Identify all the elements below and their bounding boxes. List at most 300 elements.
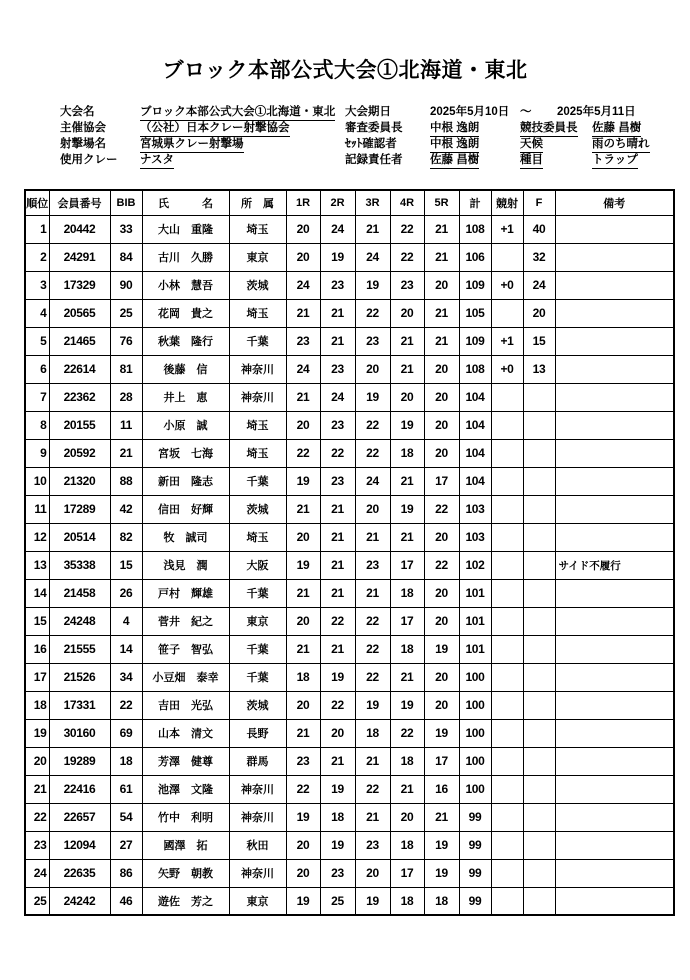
cell-affiliation: 神奈川 [229,859,286,887]
cell-affiliation: 東京 [229,243,286,271]
cell-r1: 23 [286,747,320,775]
cell-note [555,831,674,859]
cell-rank: 9 [25,439,49,467]
cell-r5: 20 [424,691,459,719]
cell-member-no: 21526 [49,663,110,691]
cell-r5: 16 [424,775,459,803]
cell-r1: 24 [286,355,320,383]
cell-total: 103 [459,523,491,551]
cell-bib: 14 [110,635,142,663]
cell-name: 遊佐 芳之 [142,887,229,915]
cell-total: 100 [459,775,491,803]
cell-r2: 22 [320,439,355,467]
cell-r4: 20 [390,383,424,411]
cell-bib: 90 [110,271,142,299]
cell-r1: 20 [286,607,320,635]
cell-r3: 22 [355,663,390,691]
cell-r4: 21 [390,663,424,691]
cell-total: 99 [459,859,491,887]
cell-rank: 21 [25,775,49,803]
cell-name: 新田 隆志 [142,467,229,495]
cell-member-no: 20155 [49,411,110,439]
cell-note [555,747,674,775]
cell-r5: 20 [424,383,459,411]
cell-total: 104 [459,411,491,439]
cell-r4: 19 [390,495,424,523]
cell-final [523,859,555,887]
cell-affiliation: 茨城 [229,691,286,719]
value-range-name: 宮城県クレー射撃場 [140,138,244,153]
cell-bib: 4 [110,607,142,635]
cell-member-no: 24248 [49,607,110,635]
cell-shootoff [491,551,523,579]
cell-rank: 8 [25,411,49,439]
table-row [25,467,674,495]
cell-affiliation: 埼玉 [229,299,286,327]
table-row [25,803,674,831]
cell-r4: 21 [390,467,424,495]
cell-shootoff [491,859,523,887]
cell-member-no: 20442 [49,215,110,243]
cell-member-no: 19289 [49,747,110,775]
value-competition-chairman: 佐藤 昌樹 [592,122,641,137]
cell-shootoff [491,635,523,663]
cell-name: 後藤 信 [142,355,229,383]
cell-final [523,887,555,915]
cell-r5: 21 [424,243,459,271]
cell-r5: 20 [424,411,459,439]
table-row [25,887,674,915]
cell-r1: 19 [286,887,320,915]
cell-member-no: 17331 [49,691,110,719]
cell-final [523,663,555,691]
cell-rank: 1 [25,215,49,243]
cell-total: 104 [459,439,491,467]
cell-note [555,859,674,887]
cell-r3: 22 [355,775,390,803]
cell-rank: 24 [25,859,49,887]
cell-r4: 18 [390,831,424,859]
cell-affiliation: 埼玉 [229,439,286,467]
value-host-association: （公社）日本クレー射撃協会 [140,122,290,137]
table-row [25,243,674,271]
cell-bib: 33 [110,215,142,243]
cell-r2: 20 [320,719,355,747]
cell-r1: 20 [286,831,320,859]
cell-note [555,663,674,691]
cell-r5: 20 [424,439,459,467]
cell-member-no: 22635 [49,859,110,887]
cell-rank: 4 [25,299,49,327]
header-member-no: 会員番号 [49,190,110,215]
cell-r5: 20 [424,579,459,607]
label-clay-used: 使用クレー [60,154,118,166]
cell-r4: 18 [390,887,424,915]
value-jury-chairman: 中根 逸朗 [430,122,479,137]
cell-note [555,803,674,831]
cell-bib: 76 [110,327,142,355]
cell-final [523,411,555,439]
cell-note [555,495,674,523]
cell-member-no: 22362 [49,383,110,411]
cell-shootoff [491,691,523,719]
header-bib: BIB [110,190,142,215]
cell-final [523,747,555,775]
cell-name: 井上 恵 [142,383,229,411]
cell-bib: 18 [110,747,142,775]
cell-note [555,327,674,355]
cell-r1: 21 [286,299,320,327]
cell-r5: 21 [424,803,459,831]
cell-bib: 22 [110,691,142,719]
cell-shootoff [491,719,523,747]
cell-note [555,523,674,551]
cell-shootoff [491,439,523,467]
cell-r1: 22 [286,775,320,803]
cell-bib: 84 [110,243,142,271]
cell-shootoff: +0 [491,271,523,299]
cell-member-no: 21320 [49,467,110,495]
cell-r3: 21 [355,803,390,831]
cell-shootoff [491,495,523,523]
cell-member-no: 17329 [49,271,110,299]
table-row [25,495,674,523]
value-set-checker: 中根 逸朗 [430,138,479,153]
cell-note [555,887,674,915]
results-table-wrap [24,189,675,916]
cell-total: 109 [459,327,491,355]
cell-r4: 20 [390,803,424,831]
cell-bib: 42 [110,495,142,523]
cell-name: 大山 重隆 [142,215,229,243]
cell-name: 竹中 利明 [142,803,229,831]
cell-r1: 20 [286,215,320,243]
cell-member-no: 24291 [49,243,110,271]
cell-name: 國澤 拓 [142,831,229,859]
table-row [25,299,674,327]
cell-r3: 20 [355,355,390,383]
cell-final [523,635,555,663]
cell-final [523,719,555,747]
cell-r3: 19 [355,887,390,915]
cell-r3: 21 [355,747,390,775]
header-shootoff: 競射 [491,190,523,215]
cell-rank: 19 [25,719,49,747]
cell-r3: 19 [355,271,390,299]
cell-rank: 13 [25,551,49,579]
cell-r2: 22 [320,607,355,635]
table-row [25,607,674,635]
cell-r5: 17 [424,467,459,495]
table-row [25,215,674,243]
table-row [25,831,674,859]
cell-member-no: 20514 [49,523,110,551]
cell-r4: 19 [390,691,424,719]
table-row [25,327,674,355]
cell-bib: 88 [110,467,142,495]
cell-r1: 20 [286,523,320,551]
cell-r3: 21 [355,215,390,243]
label-jury-chairman: 審査委員長 [345,122,403,134]
header-r3: 3R [355,190,390,215]
cell-name: 古川 久勝 [142,243,229,271]
cell-name: 池澤 文隆 [142,775,229,803]
cell-rank: 22 [25,803,49,831]
value-clay-used: ナスタ [140,154,174,169]
cell-final: 20 [523,299,555,327]
cell-r4: 22 [390,215,424,243]
cell-final [523,803,555,831]
cell-member-no: 22657 [49,803,110,831]
cell-r4: 21 [390,327,424,355]
cell-r2: 21 [320,579,355,607]
cell-affiliation: 大阪 [229,551,286,579]
cell-total: 99 [459,887,491,915]
cell-rank: 5 [25,327,49,355]
cell-total: 101 [459,607,491,635]
cell-r2: 22 [320,691,355,719]
cell-member-no: 30160 [49,719,110,747]
cell-name: 小豆畑 泰幸 [142,663,229,691]
label-range-name: 射撃場名 [60,138,106,150]
cell-rank: 20 [25,747,49,775]
cell-r1: 20 [286,411,320,439]
cell-r1: 18 [286,663,320,691]
cell-note [555,271,674,299]
cell-r3: 20 [355,495,390,523]
table-row [25,411,674,439]
table-row [25,859,674,887]
cell-affiliation: 東京 [229,887,286,915]
cell-bib: 11 [110,411,142,439]
cell-bib: 27 [110,831,142,859]
cell-r4: 20 [390,299,424,327]
cell-r3: 22 [355,299,390,327]
cell-affiliation: 茨城 [229,271,286,299]
cell-r4: 21 [390,775,424,803]
cell-r1: 19 [286,551,320,579]
cell-r4: 21 [390,355,424,383]
cell-final [523,607,555,635]
cell-r2: 19 [320,775,355,803]
cell-shootoff [491,383,523,411]
cell-final: 32 [523,243,555,271]
header-rank: 順位 [25,190,49,215]
cell-r5: 20 [424,523,459,551]
value-event-type: トラップ [592,154,638,169]
cell-member-no: 21555 [49,635,110,663]
cell-affiliation: 神奈川 [229,775,286,803]
cell-r1: 23 [286,327,320,355]
cell-name: 矢野 朝教 [142,859,229,887]
cell-r2: 21 [320,327,355,355]
value-weather: 雨のち晴れ [592,138,650,153]
cell-affiliation: 茨城 [229,495,286,523]
cell-r5: 19 [424,859,459,887]
cell-total: 100 [459,691,491,719]
cell-member-no: 21458 [49,579,110,607]
cell-name: 小原 誠 [142,411,229,439]
cell-r4: 23 [390,271,424,299]
cell-r2: 21 [320,635,355,663]
cell-rank: 7 [25,383,49,411]
cell-member-no: 35338 [49,551,110,579]
cell-note [555,215,674,243]
cell-total: 108 [459,355,491,383]
cell-r4: 22 [390,719,424,747]
cell-total: 101 [459,579,491,607]
cell-member-no: 20592 [49,439,110,467]
cell-r4: 21 [390,523,424,551]
cell-rank: 10 [25,467,49,495]
cell-name: 菅井 紀之 [142,607,229,635]
cell-r2: 23 [320,859,355,887]
cell-r5: 20 [424,607,459,635]
cell-shootoff [491,579,523,607]
cell-final [523,691,555,719]
cell-r1: 19 [286,803,320,831]
label-event-dates: 大会期日 [345,106,391,118]
cell-r5: 19 [424,831,459,859]
cell-rank: 18 [25,691,49,719]
cell-total: 105 [459,299,491,327]
cell-total: 99 [459,803,491,831]
header-affiliation: 所 属 [229,190,286,215]
table-row [25,551,674,579]
cell-note [555,635,674,663]
cell-r2: 21 [320,495,355,523]
cell-total: 100 [459,719,491,747]
cell-r5: 22 [424,495,459,523]
cell-total: 101 [459,635,491,663]
header-name: 氏 名 [142,190,229,215]
table-row [25,691,674,719]
header-total: 計 [459,190,491,215]
cell-r2: 24 [320,215,355,243]
cell-note [555,355,674,383]
cell-shootoff [491,747,523,775]
cell-affiliation: 千葉 [229,579,286,607]
cell-note [555,411,674,439]
cell-member-no: 24242 [49,887,110,915]
cell-bib: 46 [110,887,142,915]
cell-r4: 18 [390,747,424,775]
cell-affiliation: 群馬 [229,747,286,775]
cell-total: 104 [459,383,491,411]
cell-r2: 23 [320,467,355,495]
cell-r1: 20 [286,691,320,719]
cell-r2: 19 [320,243,355,271]
cell-r3: 21 [355,523,390,551]
cell-shootoff [491,607,523,635]
cell-final [523,579,555,607]
header-r5: 5R [424,190,459,215]
cell-rank: 6 [25,355,49,383]
cell-note [555,579,674,607]
cell-r4: 17 [390,607,424,635]
cell-total: 104 [459,467,491,495]
cell-final [523,831,555,859]
cell-member-no: 22614 [49,355,110,383]
cell-rank: 16 [25,635,49,663]
cell-r3: 22 [355,439,390,467]
cell-shootoff [491,411,523,439]
cell-rank: 15 [25,607,49,635]
label-tournament-name: 大会名 [60,106,95,118]
cell-affiliation: 神奈川 [229,355,286,383]
table-row [25,775,674,803]
cell-final [523,467,555,495]
cell-r1: 24 [286,271,320,299]
cell-note [555,467,674,495]
cell-r4: 17 [390,859,424,887]
cell-r5: 19 [424,635,459,663]
table-row [25,635,674,663]
cell-name: 芳澤 健尊 [142,747,229,775]
cell-r1: 21 [286,383,320,411]
cell-r2: 24 [320,383,355,411]
cell-member-no: 17289 [49,495,110,523]
cell-affiliation: 埼玉 [229,411,286,439]
table-row [25,355,674,383]
cell-shootoff [491,299,523,327]
value-date-start: 2025年5月10日 [430,106,510,118]
cell-name: 山本 清文 [142,719,229,747]
label-competition-chairman: 競技委員長 [520,122,578,137]
cell-final [523,383,555,411]
cell-bib: 28 [110,383,142,411]
cell-rank: 12 [25,523,49,551]
cell-affiliation: 東京 [229,607,286,635]
label-host-association: 主催協会 [60,122,106,134]
cell-shootoff [491,663,523,691]
cell-note [555,607,674,635]
table-row [25,719,674,747]
cell-note [555,299,674,327]
cell-r3: 19 [355,383,390,411]
cell-total: 100 [459,747,491,775]
cell-note [555,691,674,719]
header-final: F [523,190,555,215]
cell-note [555,439,674,467]
value-records-officer: 佐藤 昌樹 [430,154,479,169]
cell-total: 99 [459,831,491,859]
cell-bib: 54 [110,803,142,831]
cell-final: 15 [523,327,555,355]
cell-shootoff [491,803,523,831]
cell-name: 小林 慧吾 [142,271,229,299]
cell-r2: 18 [320,803,355,831]
cell-bib: 69 [110,719,142,747]
cell-affiliation: 埼玉 [229,215,286,243]
cell-r4: 18 [390,439,424,467]
table-row [25,747,674,775]
page-title: ブロック本部公式大会①北海道・東北 [162,59,528,82]
header-r4: 4R [390,190,424,215]
results-table-header [25,190,674,215]
cell-r3: 24 [355,467,390,495]
cell-final [523,439,555,467]
table-row [25,383,674,411]
cell-r4: 22 [390,243,424,271]
cell-r2: 25 [320,887,355,915]
results-table-body [25,215,674,915]
cell-bib: 86 [110,859,142,887]
cell-shootoff: +0 [491,355,523,383]
cell-r5: 21 [424,299,459,327]
label-set-checker: ｾｯﾄ確認者 [345,138,397,150]
cell-total: 100 [459,663,491,691]
